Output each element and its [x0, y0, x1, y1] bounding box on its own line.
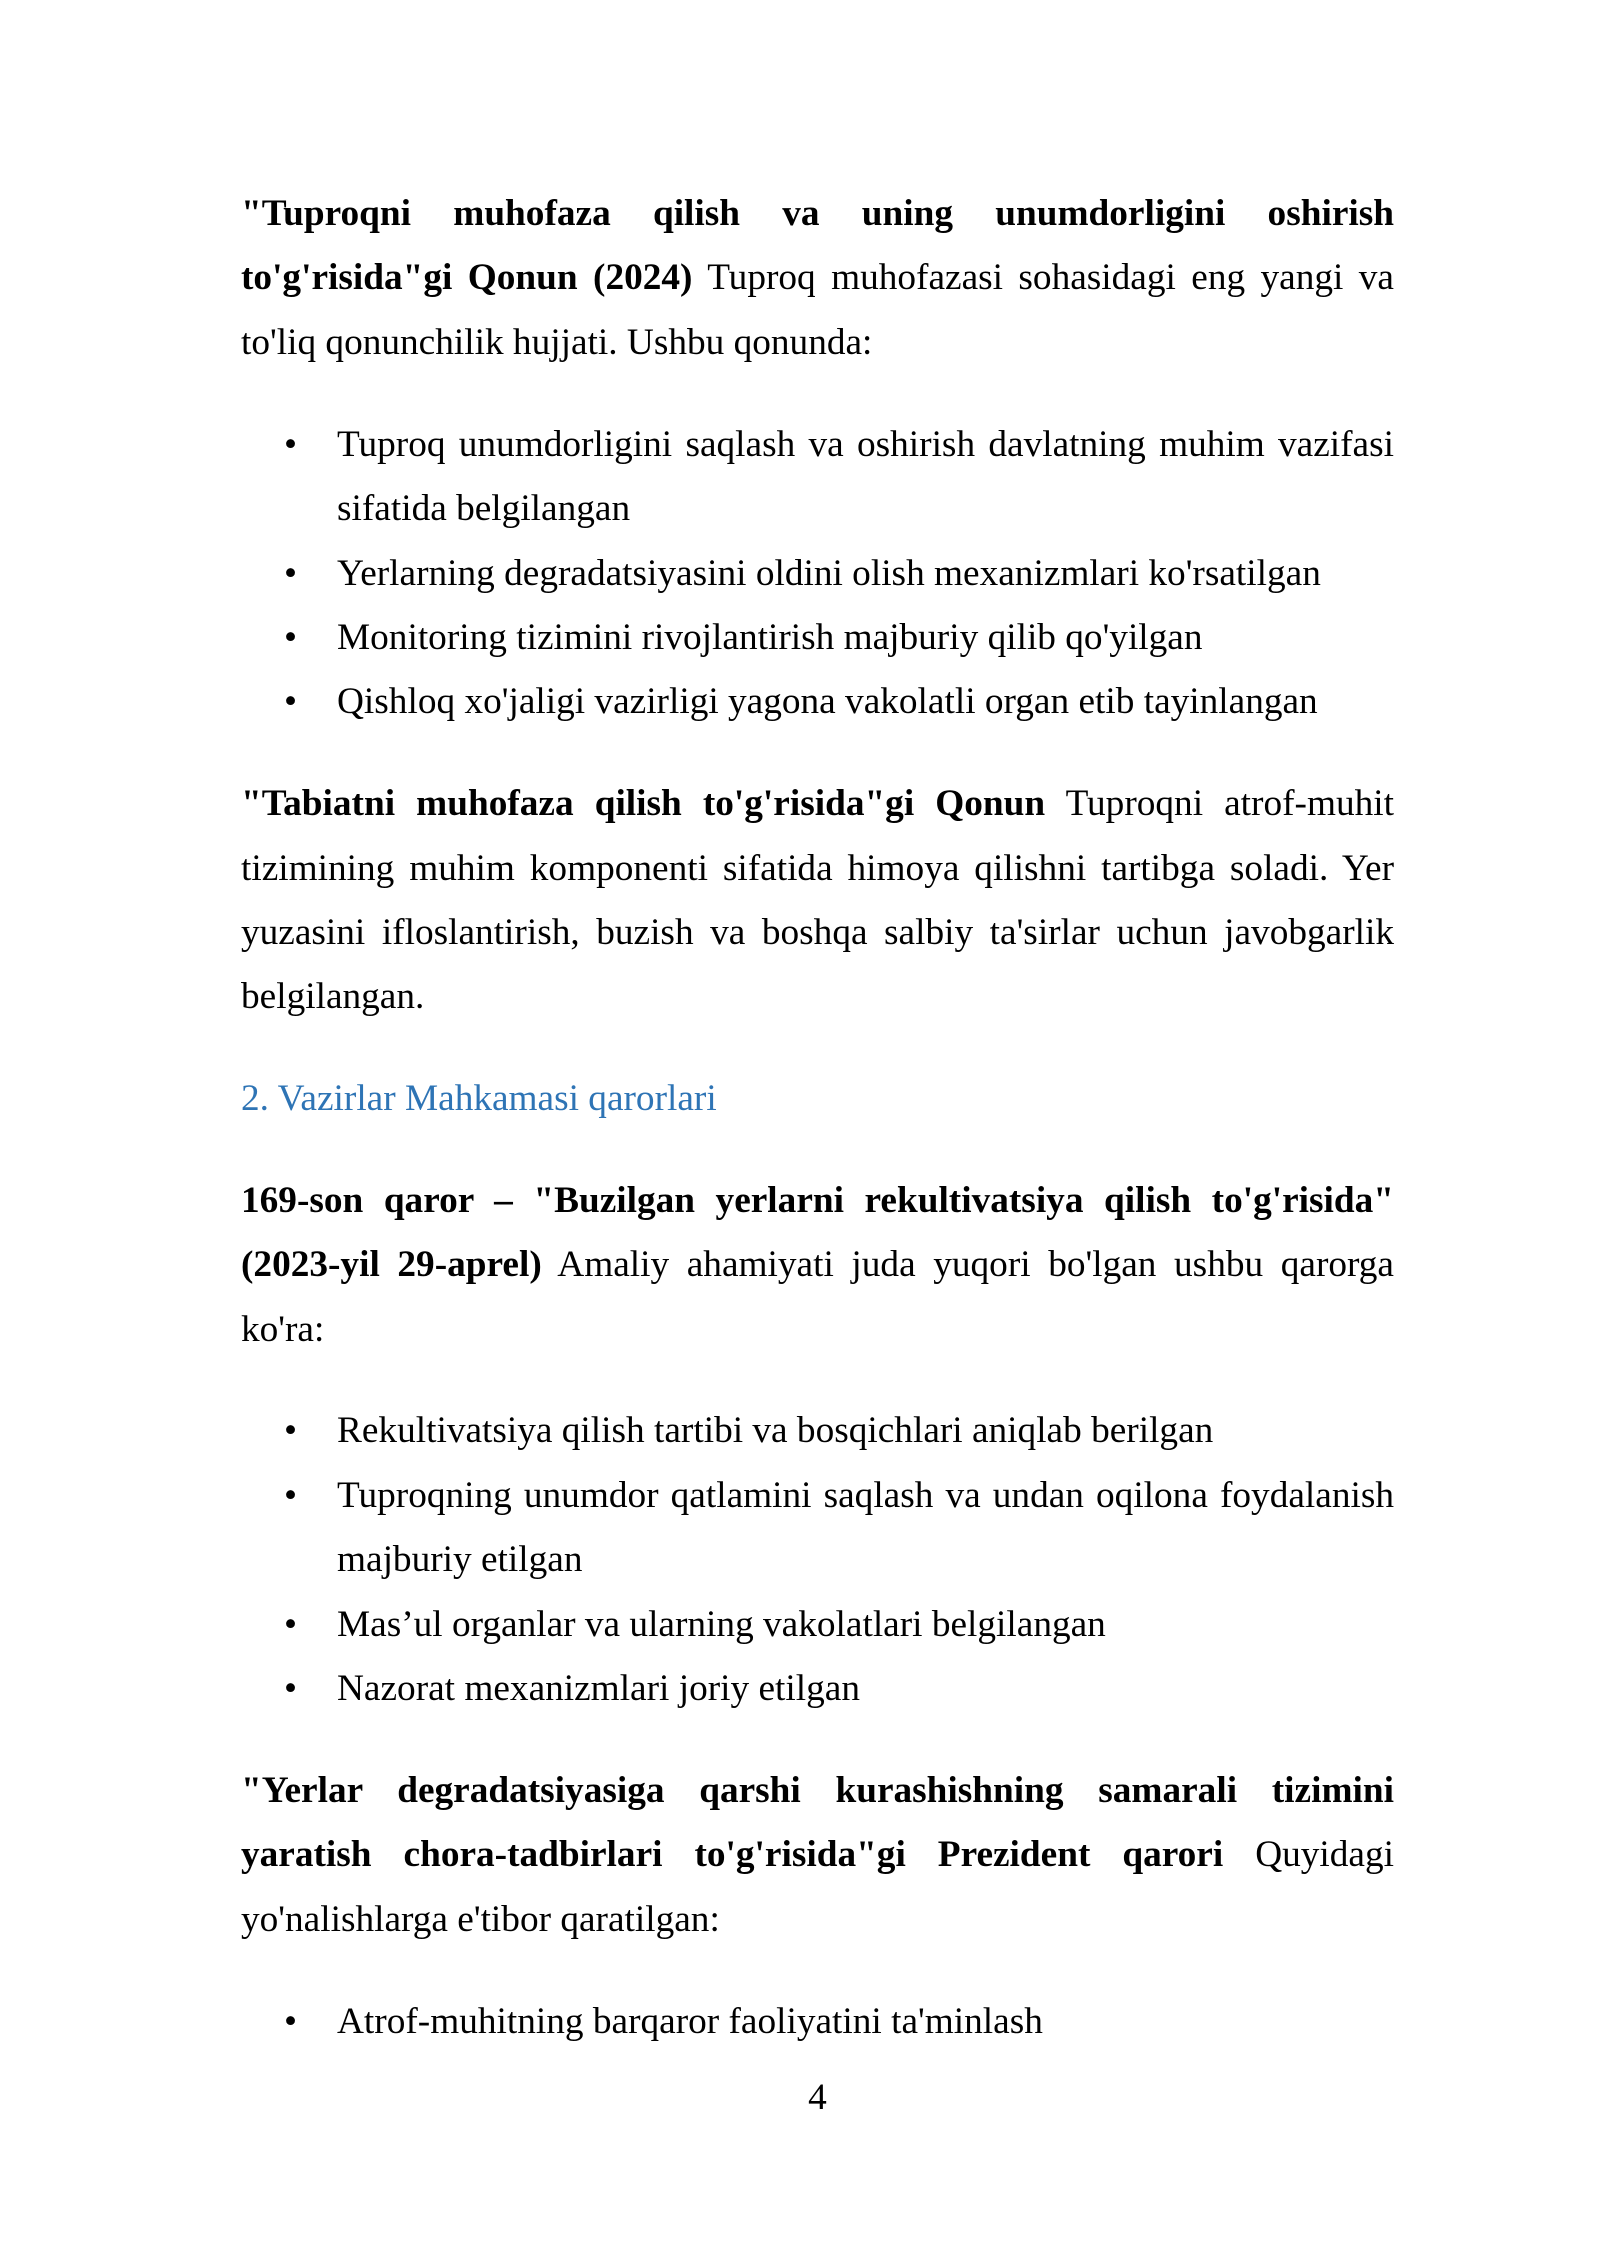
section-heading: 2. Vazirlar Mahkamasi qarorlari	[241, 1078, 717, 1120]
nature-law-text: Tuproqni atrof-muhit tizimining muhim komponenti sifatida himoya qilishni tartibga soladi. Yer yuzasini ifloslantirish, buzish va boshqa salbiy ta'sirlar uchun javobgarlik belgilangan.	[241, 783, 1394, 1018]
paragraph-resolution-169	[241, 1169, 1394, 1362]
list-item: • Atrof-muhitning barqaror faoliyatini ta'minlash	[241, 1990, 1394, 2054]
list-item: • Mas’ul organlar va ularning vakolatlari belgilangan	[241, 1593, 1394, 1657]
list-item: • Tuproqning unumdor qatlamini saqlash va undan oqilona foydalanish majburiy etilgan	[241, 1464, 1394, 1593]
list-item: • Tuproq unumdorligini saqlash va oshirish davlatning muhim vazifasi sifatida belgilangan	[241, 413, 1394, 542]
resolution-169-title: 169-son qaror – "Buzilgan yerlarni rekultivatsiya qilish to'g'risida" (2023-yil 29-aprel)	[241, 1179, 1394, 1286]
paragraph-nature-law	[241, 772, 1394, 1030]
list-item: • Yerlarning degradatsiyasini oldini olish mexanizmlari ko'rsatilgan	[241, 542, 1394, 606]
page-content	[241, 182, 1394, 2091]
presidential-decree-title: "Yerlar degradatsiyasiga qarshi kurashishning samarali tizimini yaratish chora-tadbirlari to'g'risida"gi Prezident qarori	[241, 1769, 1394, 1876]
list-item: • Monitoring tizimini rivojlantirish majburiy qilib qo'yilgan	[241, 606, 1394, 670]
soil-law-text: Tuproq muhofazasi sohasidagi eng yangi va to'liq qonunchilik hujjati. Ushbu qonunda:	[241, 257, 1394, 363]
soil-law-title: "Tuproqni muhofaza qilish va uning unumdorligini oshirish to'g'risida"gi Qonun (2024)	[241, 193, 1394, 299]
soil-law-list	[241, 413, 1394, 735]
list-item: • Rekultivatsiya qilish tartibi va bosqichlari aniqlab berilgan	[241, 1399, 1394, 1463]
list-item: • Qishloq xo'jaligi vazirligi yagona vakolatli organ etib tayinlangan	[241, 670, 1394, 734]
presidential-decree-list	[241, 1990, 1394, 2054]
list-item: • Nazorat mexanizmlari joriy etilgan	[241, 1657, 1394, 1721]
page-number: 4	[808, 2077, 827, 2118]
paragraph-presidential-decree	[241, 1759, 1394, 1952]
nature-law-title: "Tabiatni muhofaza qilish to'g'risida"gi Qonun	[241, 783, 1046, 825]
resolution-169-text: Amaliy ahamiyati juda yuqori bo'lgan ushbu qarorga ko'ra:	[241, 1244, 1394, 1350]
resolution-169-list	[241, 1399, 1394, 1721]
presidential-decree-text: Quyidagi yo'nalishlarga e'tibor qaratilgan:	[241, 1834, 1394, 1940]
paragraph-soil-law	[241, 182, 1394, 375]
